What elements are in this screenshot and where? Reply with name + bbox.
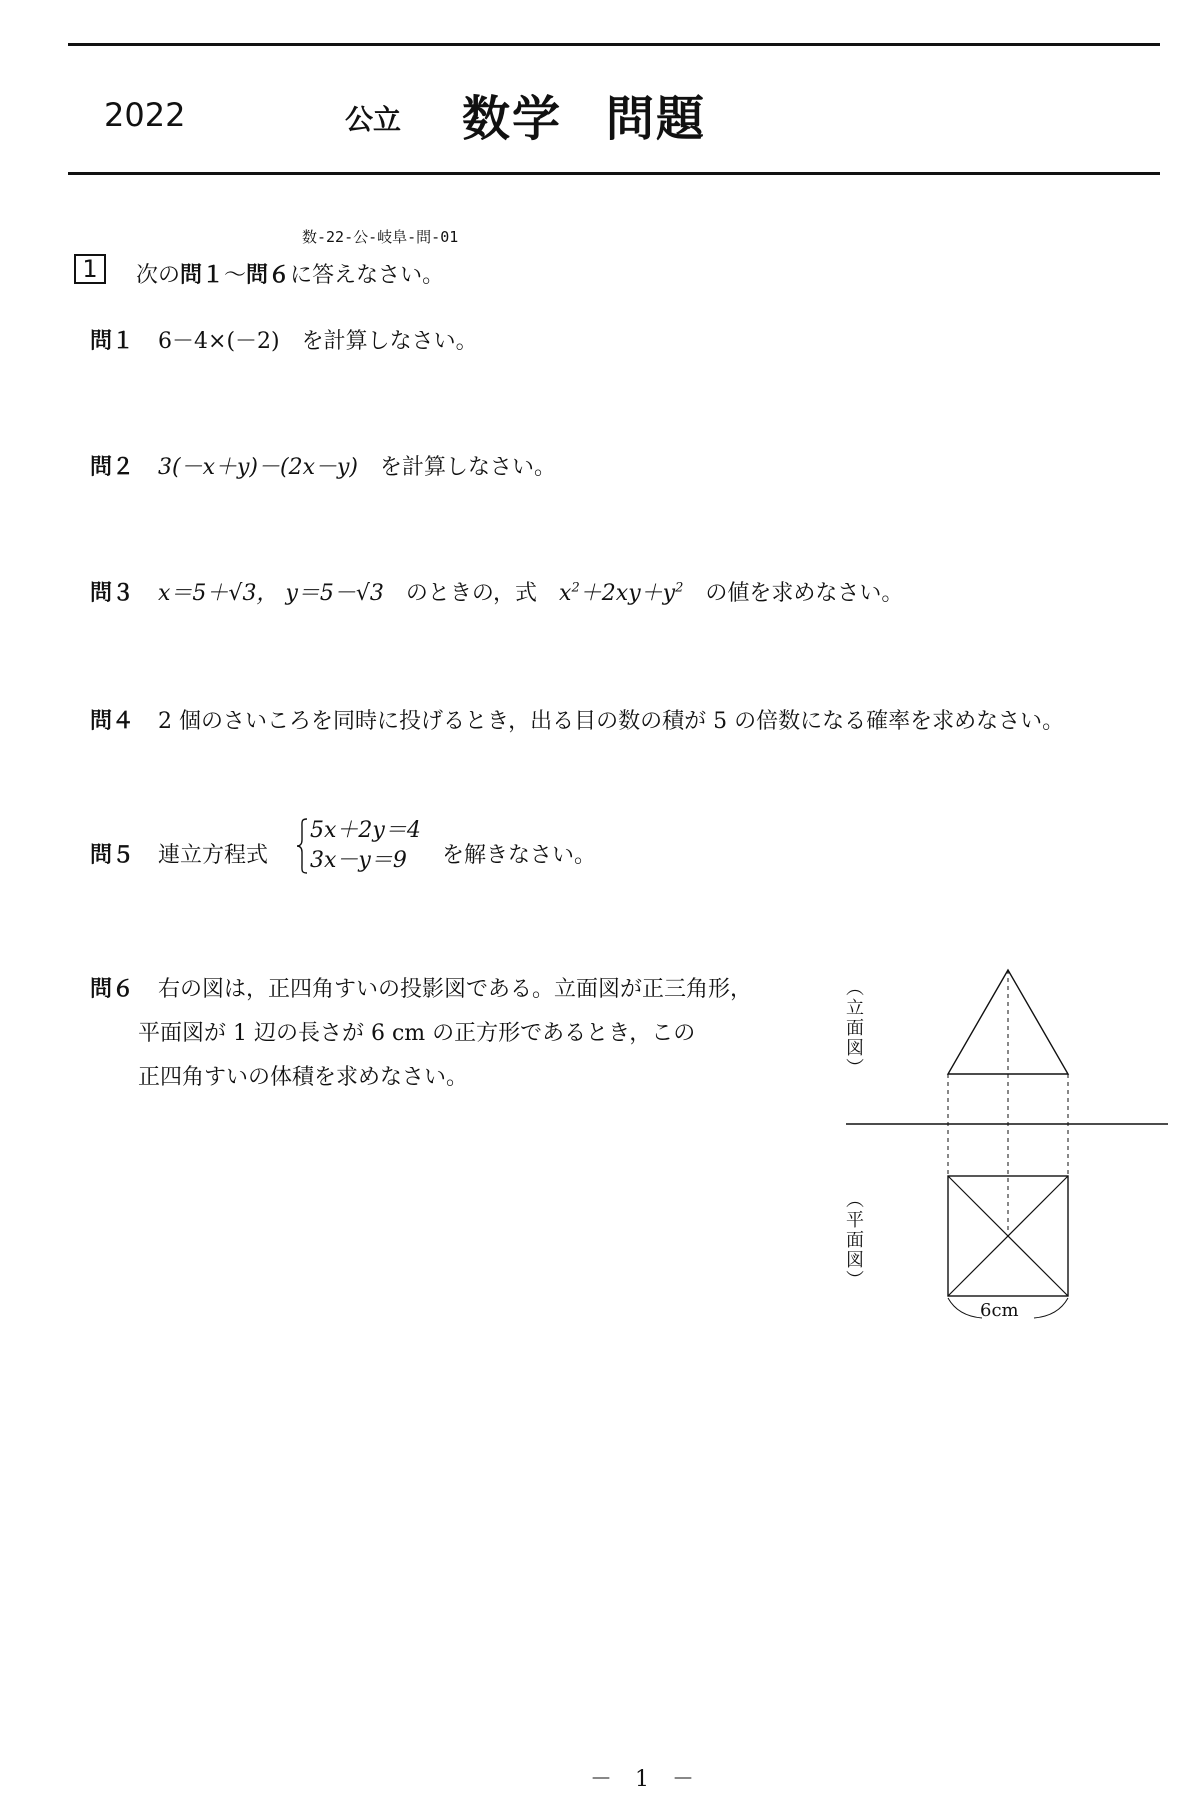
elevation-label: （立面図） xyxy=(843,978,864,1078)
equation-1: 5x＋2y＝4 xyxy=(310,818,421,843)
exam-kind: 公立 xyxy=(345,103,402,136)
question-6 xyxy=(90,968,760,1100)
dimension-label: 6cm xyxy=(980,1300,1019,1321)
section-intro xyxy=(136,258,444,289)
question-4 xyxy=(90,704,1064,735)
intro-mid: ～ xyxy=(224,263,247,288)
question-label: 問４ xyxy=(90,709,135,734)
equation-2: 3x－y＝9 xyxy=(310,848,407,873)
question-prefix: 連立方程式 xyxy=(158,843,269,868)
question-mid: のときの，式 xyxy=(405,581,538,606)
exam-year: 2022 xyxy=(104,96,186,134)
expression: $x^2+2xy+y^2$ xyxy=(559,580,684,606)
page-title xyxy=(462,80,706,149)
question-line-2: 平面図が 1 辺の長さが 6 cm の正方形であるとき，この xyxy=(138,1021,696,1046)
condition-x: x＝5＋√3， xyxy=(158,581,279,606)
title-type: 問題 xyxy=(606,91,707,147)
title-subject: 数学 xyxy=(462,91,563,147)
intro-prefix: 次の xyxy=(136,263,181,288)
projection-figure xyxy=(838,960,1174,1330)
top-rule xyxy=(68,43,1160,46)
question-label: 問６ xyxy=(90,977,135,1002)
question-3 xyxy=(90,576,903,607)
intro-q1: 問１ xyxy=(180,263,225,288)
question-label: 問２ xyxy=(90,455,135,480)
dimension-arc-left xyxy=(948,1298,982,1318)
plan-label: （平面図） xyxy=(843,1190,864,1290)
header-rule xyxy=(68,172,1160,175)
brace-icon xyxy=(296,818,308,874)
question-text: 2 個のさいころを同時に投げるとき，出る目の数の積が 5 の倍数になる確率を求めなさい。 xyxy=(158,709,1065,734)
intro-suffix: に答えなさい。 xyxy=(290,263,445,288)
question-label: 問１ xyxy=(90,329,135,354)
page-number: － 1 － xyxy=(590,1767,702,1792)
question-label: 問５ xyxy=(90,843,135,868)
question-line-1: 右の図は，正四角すいの投影図である。立面図が正三角形， xyxy=(158,977,753,1002)
question-text: 6－4×(－2) を計算しなさい。 xyxy=(158,329,478,354)
question-text: の値を求めなさい。 xyxy=(705,581,904,606)
question-text: を計算しなさい。 xyxy=(380,455,557,480)
question-label: 問３ xyxy=(90,581,135,606)
dimension-arc-right xyxy=(1034,1298,1068,1318)
section-number: 1 xyxy=(74,254,106,284)
question-line-3: 正四角すいの体積を求めなさい。 xyxy=(138,1065,469,1090)
intro-q6: 問６ xyxy=(246,263,291,288)
problem-code: 数-22-公-岐阜-問-01 xyxy=(302,228,459,246)
question-text: を解きなさい。 xyxy=(442,843,597,868)
question-math: 3(－x＋y)－(2x－y) xyxy=(158,455,359,480)
question-1 xyxy=(90,324,478,355)
condition-y: y＝5－√3 xyxy=(285,581,384,606)
question-2 xyxy=(90,450,556,481)
